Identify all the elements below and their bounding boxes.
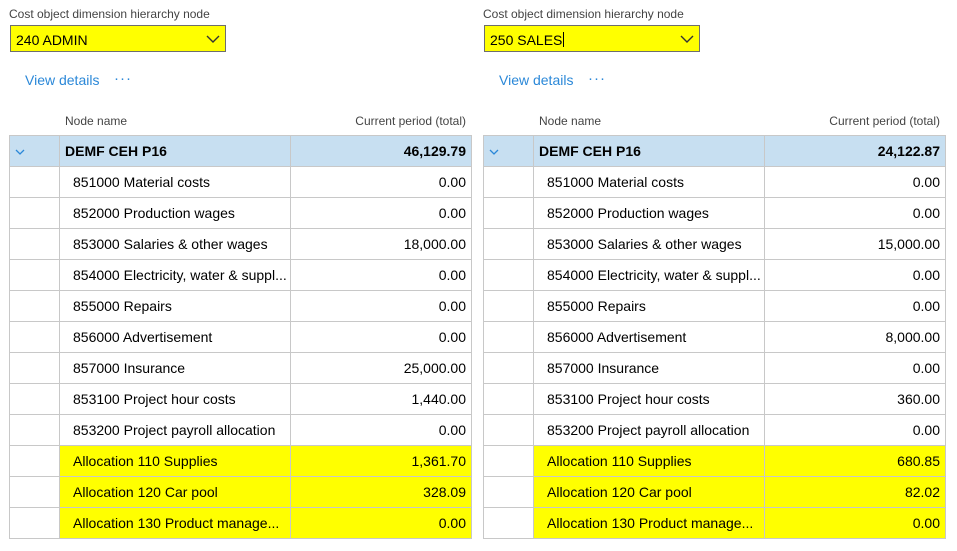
expander-cell <box>484 353 534 384</box>
hierarchy-grid <box>9 135 472 539</box>
table-row[interactable] <box>484 260 946 291</box>
node-name-cell: Allocation 130 Product manage... <box>534 508 765 539</box>
text-cursor <box>563 32 564 47</box>
hierarchy-node-dropdown[interactable] <box>484 25 700 52</box>
node-value-cell: 0.00 <box>291 291 472 322</box>
column-header-current-period[interactable]: Current period (total) <box>829 114 940 128</box>
node-name-cell: 851000 Material costs <box>60 167 291 198</box>
node-name-cell: Allocation 130 Product manage... <box>60 508 291 539</box>
node-value-cell: 1,361.70 <box>291 446 472 477</box>
node-name-cell: DEMF CEH P16 <box>534 136 765 167</box>
expander-cell[interactable] <box>484 136 534 167</box>
hierarchy-panel-left <box>9 0 471 551</box>
expander-cell <box>484 415 534 446</box>
node-name-cell: Allocation 120 Car pool <box>60 477 291 508</box>
node-name-cell: 853000 Salaries & other wages <box>60 229 291 260</box>
table-row[interactable] <box>484 229 946 260</box>
table-row[interactable] <box>484 322 946 353</box>
table-row[interactable] <box>10 260 472 291</box>
expander-cell <box>10 260 60 291</box>
table-row[interactable] <box>484 291 946 322</box>
expander-cell <box>10 322 60 353</box>
node-value-cell: 0.00 <box>291 415 472 446</box>
node-value-cell: 0.00 <box>765 353 946 384</box>
expander-cell <box>484 291 534 322</box>
table-row[interactable] <box>10 353 472 384</box>
node-value-cell: 15,000.00 <box>765 229 946 260</box>
hierarchy-node-value[interactable] <box>490 32 564 48</box>
node-value-cell: 0.00 <box>291 167 472 198</box>
expander-cell <box>484 167 534 198</box>
hierarchy-grid <box>483 135 946 539</box>
table-row[interactable] <box>484 477 946 508</box>
node-name-cell: DEMF CEH P16 <box>60 136 291 167</box>
node-name-cell: 857000 Insurance <box>60 353 291 384</box>
hierarchy-panel-right <box>483 0 945 551</box>
node-name-cell: 853200 Project payroll allocation <box>534 415 765 446</box>
expander-cell <box>10 415 60 446</box>
column-header-node-name[interactable]: Node name <box>539 114 602 128</box>
table-row[interactable] <box>10 477 472 508</box>
node-name-cell: 852000 Production wages <box>534 198 765 229</box>
expander-cell <box>484 322 534 353</box>
chevron-down-icon[interactable] <box>488 146 500 158</box>
node-value-cell: 0.00 <box>765 415 946 446</box>
table-row[interactable] <box>484 198 946 229</box>
node-value-cell: 46,129.79 <box>291 136 472 167</box>
node-value-cell: 0.00 <box>291 198 472 229</box>
table-row[interactable] <box>484 384 946 415</box>
node-value-cell: 18,000.00 <box>291 229 472 260</box>
hierarchy-node-value-text[interactable]: 250 SALES <box>490 32 563 48</box>
expander-cell <box>10 198 60 229</box>
node-value-cell: 1,440.00 <box>291 384 472 415</box>
node-name-cell: Allocation 110 Supplies <box>534 446 765 477</box>
more-options-button[interactable]: ··· <box>588 70 606 87</box>
expander-cell <box>10 384 60 415</box>
table-row[interactable] <box>10 167 472 198</box>
chevron-down-icon[interactable] <box>205 31 221 47</box>
expander-cell <box>10 353 60 384</box>
expander-cell <box>10 167 60 198</box>
expander-cell <box>484 508 534 539</box>
node-name-cell: 856000 Advertisement <box>534 322 765 353</box>
hierarchy-node-label: Cost object dimension hierarchy node <box>9 7 210 21</box>
node-name-cell: Allocation 120 Car pool <box>534 477 765 508</box>
node-name-cell: 855000 Repairs <box>60 291 291 322</box>
node-value-cell: 360.00 <box>765 384 946 415</box>
expander-cell <box>10 291 60 322</box>
column-header-current-period[interactable]: Current period (total) <box>355 114 466 128</box>
table-row[interactable] <box>10 446 472 477</box>
node-value-cell: 0.00 <box>765 508 946 539</box>
expander-cell <box>10 229 60 260</box>
table-row[interactable] <box>484 508 946 539</box>
hierarchy-node-label: Cost object dimension hierarchy node <box>483 7 684 21</box>
hierarchy-node-dropdown[interactable] <box>10 25 226 52</box>
table-row[interactable] <box>10 291 472 322</box>
node-value-cell: 0.00 <box>765 167 946 198</box>
node-name-cell: 855000 Repairs <box>534 291 765 322</box>
table-row-root[interactable] <box>10 136 472 167</box>
node-value-cell: 24,122.87 <box>765 136 946 167</box>
expander-cell <box>484 198 534 229</box>
table-row[interactable] <box>484 415 946 446</box>
more-options-button[interactable]: ··· <box>114 70 132 87</box>
node-value-cell: 0.00 <box>765 260 946 291</box>
node-name-cell: 853100 Project hour costs <box>60 384 291 415</box>
table-row[interactable] <box>10 322 472 353</box>
expander-cell <box>484 260 534 291</box>
node-name-cell: 852000 Production wages <box>60 198 291 229</box>
node-value-cell: 0.00 <box>291 322 472 353</box>
expander-cell <box>484 229 534 260</box>
table-row-root[interactable] <box>484 136 946 167</box>
table-row[interactable] <box>484 353 946 384</box>
node-name-cell: Allocation 110 Supplies <box>60 446 291 477</box>
node-value-cell: 0.00 <box>765 291 946 322</box>
node-name-cell: 853100 Project hour costs <box>534 384 765 415</box>
node-value-cell: 0.00 <box>765 198 946 229</box>
node-name-cell: 853000 Salaries & other wages <box>534 229 765 260</box>
table-row[interactable] <box>484 167 946 198</box>
expander-cell <box>10 446 60 477</box>
expander-cell[interactable] <box>10 136 60 167</box>
node-value-cell: 8,000.00 <box>765 322 946 353</box>
chevron-down-icon[interactable] <box>679 31 695 47</box>
table-row[interactable] <box>10 229 472 260</box>
table-row[interactable] <box>10 384 472 415</box>
node-value-cell: 328.09 <box>291 477 472 508</box>
node-name-cell: 853200 Project payroll allocation <box>60 415 291 446</box>
node-value-cell: 0.00 <box>291 508 472 539</box>
table-row[interactable] <box>10 415 472 446</box>
column-header-node-name[interactable]: Node name <box>65 114 128 128</box>
view-details-link[interactable]: View details <box>499 72 574 88</box>
expander-cell <box>10 477 60 508</box>
node-value-cell: 680.85 <box>765 446 946 477</box>
node-value-cell: 25,000.00 <box>291 353 472 384</box>
hierarchy-node-value[interactable]: 240 ADMIN <box>16 32 88 48</box>
node-name-cell: 856000 Advertisement <box>60 322 291 353</box>
view-details-link[interactable]: View details <box>25 72 100 88</box>
table-row[interactable] <box>10 508 472 539</box>
chevron-down-icon[interactable] <box>14 146 26 158</box>
expander-cell <box>10 508 60 539</box>
node-value-cell: 82.02 <box>765 477 946 508</box>
node-name-cell: 857000 Insurance <box>534 353 765 384</box>
expander-cell <box>484 384 534 415</box>
expander-cell <box>484 477 534 508</box>
node-name-cell: 854000 Electricity, water & suppl... <box>534 260 765 291</box>
node-value-cell: 0.00 <box>291 260 472 291</box>
node-name-cell: 854000 Electricity, water & suppl... <box>60 260 291 291</box>
node-name-cell: 851000 Material costs <box>534 167 765 198</box>
table-row[interactable] <box>484 446 946 477</box>
expander-cell <box>484 446 534 477</box>
table-row[interactable] <box>10 198 472 229</box>
